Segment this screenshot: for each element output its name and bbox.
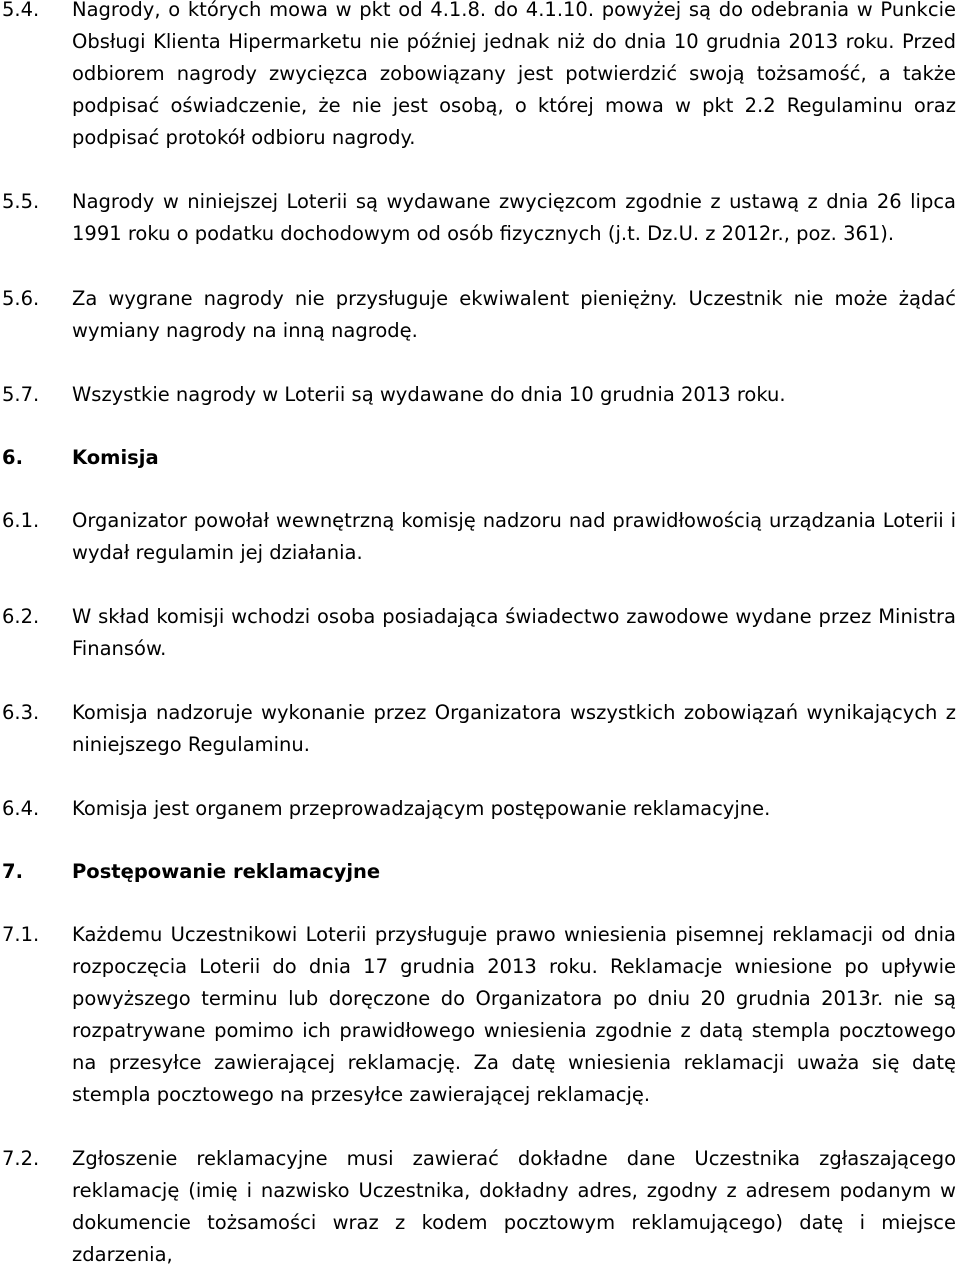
paragraph-text: Nagrody w niniejszej Loterii są wydawane zwycięzcom zgodnie z ustawą z dnia 26 lipca 1991 roku o podatku dochodowym od osób fizycznych (j.t. Dz.U. z 2012r., poz. 361). <box>72 190 956 245</box>
paragraph-6-2 <box>0 601 960 665</box>
paragraph-number: 6.2. <box>2 605 40 628</box>
paragraph-text: Za wygrane nagrody nie przysługuje ekwiwalent pieniężny. Uczestnik nie może żądać wymiany nagrody na inną nagrodę. <box>72 287 956 342</box>
paragraph-6-3 <box>0 697 960 761</box>
paragraph-number: 6.1. <box>2 509 40 532</box>
paragraph-text: Organizator powołał wewnętrzną komisję nadzoru nad prawidłowością urządzania Loterii i wydał regulamin jej działania. <box>72 509 956 564</box>
paragraph-number: 7.2. <box>2 1147 40 1170</box>
section-number: 6. <box>2 446 23 469</box>
paragraph-number: 6.3. <box>2 701 40 724</box>
paragraph-text: Komisja jest organem przeprowadzającym postępowanie reklamacyjne. <box>72 797 771 820</box>
section-number: 7. <box>2 860 23 883</box>
paragraph-5-5 <box>0 186 960 250</box>
paragraph-text: Wszystkie nagrody w Loterii są wydawane do dnia 10 grudnia 2013 roku. <box>72 383 786 406</box>
paragraph-number: 5.5. <box>2 190 40 213</box>
paragraph-text: Zgłoszenie reklamacyjne musi zawierać dokładne dane Uczestnika zgłaszającego reklamację (imię i nazwisko Uczestnika, dokładny adres, zgodny z adresem podanym w dokumencie tożsamości wraz z kodem pocztowym reklamującego) datę i miejsce zdarzenia, <box>72 1147 956 1266</box>
paragraph-5-4 <box>0 0 960 154</box>
section-heading-komisja <box>0 442 960 474</box>
paragraph-7-2 <box>0 1143 960 1271</box>
paragraph-text: Nagrody, o których mowa w pkt od 4.1.8. do 4.1.10. powyżej są do odebrania w Punkcie Obsługi Klienta Hipermarketu nie później jednak niż do dnia 10 grudnia 2013 roku. Przed odbiorem nagrody zwycięzca zobowiązany jest potwierdzić swoją tożsamość, a także podpisać oświadczenie, że nie jest osobą, o której mowa w pkt 2.2 Regulaminu oraz podpisać protokół odbioru nagrody. <box>72 0 956 149</box>
paragraph-number: 6.4. <box>2 797 40 820</box>
paragraph-6-1 <box>0 505 960 569</box>
paragraph-6-4 <box>0 793 960 825</box>
section-title: Postępowanie reklamacyjne <box>72 860 381 883</box>
paragraph-number: 5.6. <box>2 287 40 310</box>
paragraph-5-7 <box>0 379 960 411</box>
paragraph-text: W skład komisji wchodzi osoba posiadająca świadectwo zawodowe wydane przez Ministra Finansów. <box>72 605 956 660</box>
paragraph-number: 5.4. <box>2 0 40 21</box>
section-heading-postepowanie-reklamacyjne <box>0 856 960 888</box>
paragraph-number: 5.7. <box>2 383 40 406</box>
section-title: Komisja <box>72 446 159 469</box>
paragraph-number: 7.1. <box>2 923 40 946</box>
paragraph-7-1 <box>0 919 960 1111</box>
paragraph-text: Każdemu Uczestnikowi Loterii przysługuje prawo wniesienia pisemnej reklamacji od dnia rozpoczęcia Loterii do dnia 17 grudnia 2013 roku. Reklamacje wniesione po upływie powyższego terminu lub doręczone do Organizatora po dniu 20 grudnia 2013r. nie są rozpatrywane pomimo ich prawidłowego wniesienia zgodnie z datą stempla pocztowego na przesyłce zawierającej reklamację. Za datę wniesienia reklamacji uważa się datę stempla pocztowego na przesyłce zawierającej reklamację. <box>72 923 956 1106</box>
paragraph-text: Komisja nadzoruje wykonanie przez Organizatora wszystkich zobowiązań wynikających z niniejszego Regulaminu. <box>72 701 956 756</box>
paragraph-5-6 <box>0 283 960 347</box>
